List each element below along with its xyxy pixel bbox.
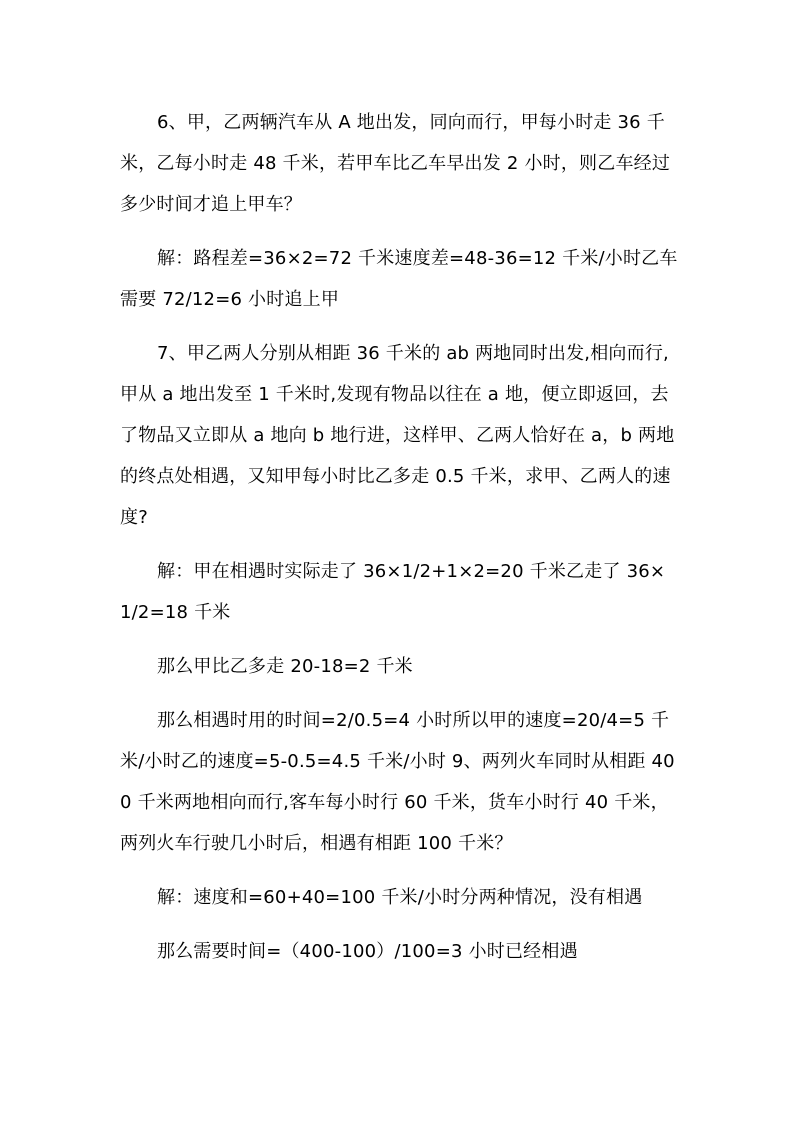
problem-7-solution-step-2: 那么甲比乙多走 20-18=2 千米 <box>157 656 413 677</box>
problem-9-solution-step-1: 解：速度和=60+40=100 千米/小时分两种情况，没有相遇 <box>157 887 643 908</box>
problem-6-question: 6、甲，乙两辆汽车从 A 地出发，同向而行，甲每小时走 36 千米，乙每小时走 48 千米，若甲车比乙车早出发 2 小时，则乙车经过多少时间才追上甲车？ <box>120 112 671 215</box>
problem-7-solution-step-1: 解：甲在相遇时实际走了 36×1/2+1×2=20 千米乙走了 36×1/2=18 千米 <box>120 561 666 623</box>
problem-9-solution-step-2: 那么需要时间=（400-100）/100=3 小时已经相遇 <box>157 941 578 962</box>
problem-7-solution-step-3-and-problem-9: 那么相遇时用的时间=2/0.5=4 小时所以甲的速度=20/4=5 千米/小时乙的速度=5-0.5=4.5 千米/小时 9、两列火车同时从相距 400 千米两地相向而行,客车每小时行 60 千米，货车小时行 40 千米，两列火车行驶几小时后，相遇有相距 100 千米？ <box>120 710 675 854</box>
problem-6-solution: 解：路程差=36×2=72 千米速度差=48-36=12 千米/小时乙车需要 72/12=6 小时追上甲 <box>120 248 678 310</box>
document-body <box>120 102 680 972</box>
problem-7-question: 7、甲乙两人分别从相距 36 千米的 ab 两地同时出发,相向而行,甲从 a 地出发至 1 千米时,发现有物品以往在 a 地，便立即返回，去了物品又立即从 a 地向 b 地行进，这样甲、乙两人恰好在 a，b 两地的终点处相遇，又知甲每小时比乙多走 0.5 千米，求甲、乙两人的速度? <box>120 343 675 528</box>
